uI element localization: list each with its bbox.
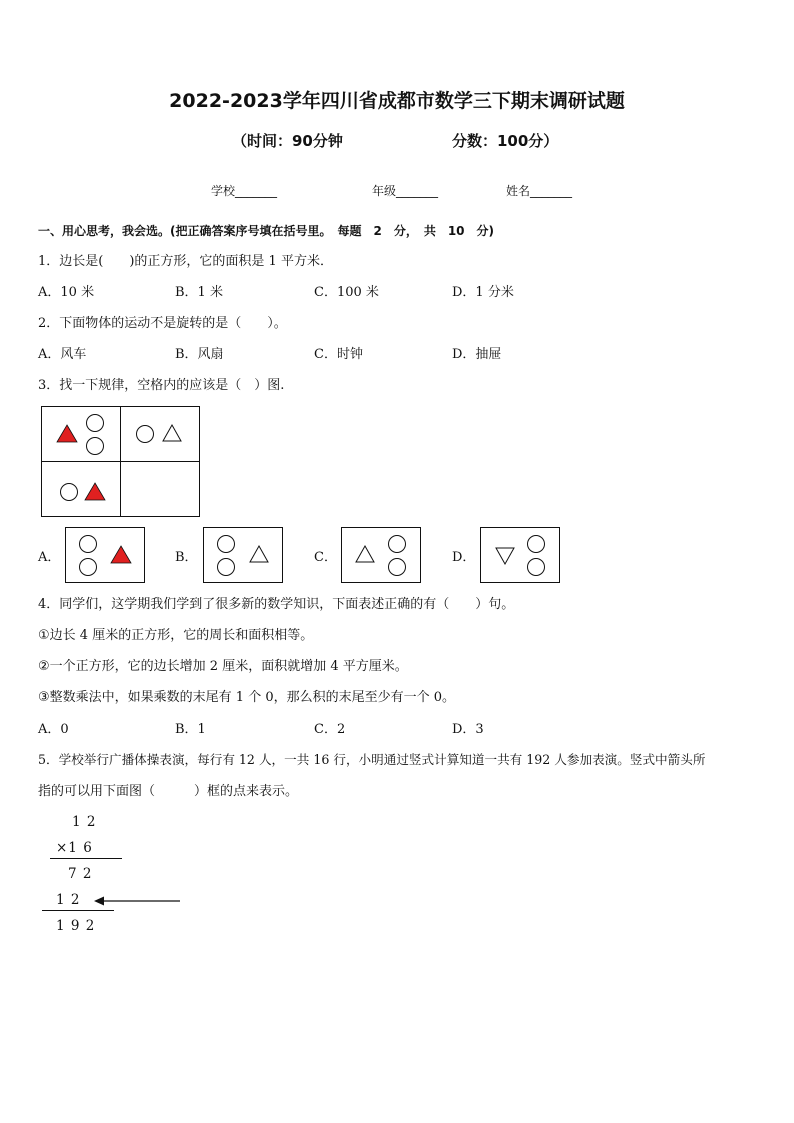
school-field: 学校_______ — [211, 184, 278, 198]
q4-option-a: A．0 — [38, 722, 69, 737]
q4-statement-2 — [38, 655, 408, 674]
q4-option-d: D．3 — [452, 722, 484, 737]
q4-statement-1-text: 边长 4 厘米的正方形，它的周长和面积相等。 — [49, 628, 314, 643]
q3-option-b: B． — [175, 550, 198, 565]
q4-option-c: C．2 — [314, 722, 346, 737]
calc-multiplier: ×1 6 — [56, 840, 93, 856]
calc-rule-1 — [50, 858, 122, 859]
q1-option-c: C．100 米 — [314, 285, 379, 300]
calc-multiplicand: 1 2 — [72, 814, 97, 830]
q3-option-d-figure — [480, 527, 561, 584]
q3-option-a: A． — [38, 550, 61, 565]
q3-option-d: D． — [452, 550, 476, 565]
q1-option-d: D．1 分米 — [452, 285, 514, 300]
question-5-line-2: 指的可以用下面图（ ）框的点来表示。 — [38, 784, 299, 799]
section-heading: 一、用心思考，我会选。(把正确答案序号填在括号里。 每题 2 分， 共 10 分) — [38, 224, 495, 238]
q2-option-b: B．风扇 — [175, 347, 224, 362]
exam-score: 分数：100分） — [452, 132, 559, 150]
name-field: 姓名_______ — [506, 184, 573, 198]
q3-option-b-figure — [203, 527, 284, 584]
calc-partial-1: 7 2 — [68, 866, 93, 882]
q4-statement-3-mark: ③ — [38, 690, 50, 705]
q4-statement-3-text: 整数乘法中，如果乘数的末尾有 1 个 0，那么积的末尾至少有一个 0。 — [49, 690, 455, 705]
calc-rule-2 — [42, 910, 114, 911]
arrow-icon — [94, 894, 184, 908]
q2-option-c: C．时钟 — [314, 347, 363, 362]
question-3: 3．找一下规律，空格内的应该是（ ）图. — [38, 378, 285, 393]
q2-option-a: A．风车 — [38, 347, 87, 362]
question-4: 4．同学们，这学期我们学到了很多新的数学知识，下面表述正确的有（ ）句。 — [38, 597, 515, 612]
q4-statement-2-mark: ② — [38, 659, 50, 674]
question-5-line-1: 5．学校举行广播体操表演，每行有 12 人，一共 16 行，小明通过竖式计算知道一共有 192 人参加表演。竖式中箭头所 — [38, 752, 706, 767]
calc-partial-2: 1 2 — [56, 892, 81, 908]
q2-option-d: D．抽屉 — [452, 347, 502, 362]
q4-statement-3 — [38, 686, 455, 705]
grade-field: 年级_______ — [372, 184, 439, 198]
q4-statement-1 — [38, 624, 313, 643]
q1-option-a: A．10 米 — [38, 285, 95, 300]
question-1: 1．边长是( )的正方形，它的面积是 1 平方米． — [38, 254, 333, 269]
exam-time: （时间：90分钟 — [232, 132, 343, 150]
q3-option-c: C． — [314, 550, 337, 565]
q4-statement-2-text: 一个正方形，它的边长增加 2 厘米，面积就增加 4 平方厘米。 — [49, 659, 408, 674]
q3-option-c-figure — [341, 527, 422, 584]
q3-option-a-figure — [65, 527, 146, 584]
page-title: 2022-2023学年四川省成都市数学三下期末调研试题 — [169, 90, 625, 112]
q1-option-b: B．1 米 — [175, 285, 223, 300]
calc-product: 1 9 2 — [56, 918, 96, 934]
q4-option-b: B．1 — [175, 722, 206, 737]
pattern-grid — [41, 406, 201, 518]
question-2: 2．下面物体的运动不是旋转的是（ ）。 — [38, 316, 287, 331]
q4-statement-1-mark: ① — [38, 628, 50, 643]
